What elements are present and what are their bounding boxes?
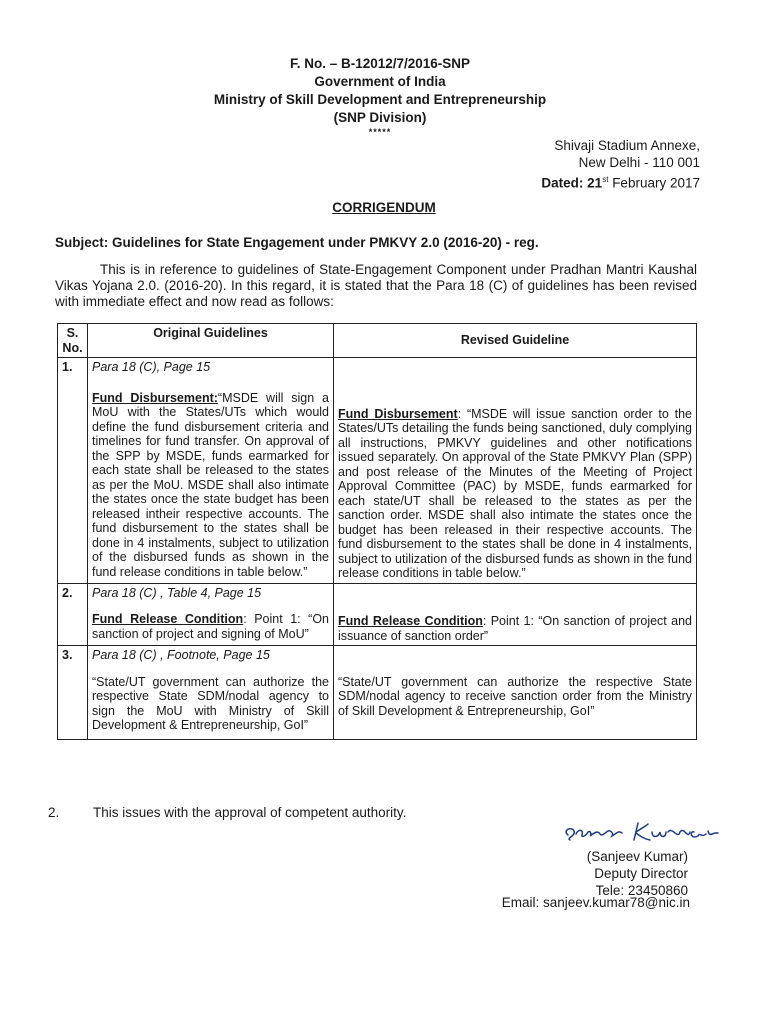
- table-row-body: [58, 377, 697, 584]
- header-original: Original Guidelines: [88, 324, 334, 358]
- table-header-row: [58, 324, 697, 358]
- revised-label: Fund Disbursement: [338, 406, 458, 421]
- division-name: (SNP Division): [333, 110, 427, 125]
- row-reference: [88, 646, 334, 665]
- signature-image: [560, 818, 720, 848]
- signatory-block: [587, 848, 688, 899]
- closing-text: This issues with the approval of competent authority.: [93, 805, 407, 820]
- address-line-2: New Delhi - 110 001: [578, 155, 700, 170]
- document-title: CORRIGENDUM: [332, 200, 436, 215]
- date-line: [541, 171, 700, 192]
- revised-text: : “MSDE will issue sanction order to the States/UTs detailing the funds being sanctioned, duly complying all instructions, PMKVY guidelines and other notifications issued separately. On approval of the State PMKVY Plan (SPP) and post release of the Minutes of the Meeting of Project Approval Committee (PAC) by MSDE, funds earmarked for each state/UT shall be released to the states as per the sanction order. MSDE shall also intimate the states once the budget has been released in their respective accounts. The fund disbursement to the states shall be done in 4 instalments, subject to utilization of the disbursed funds as shown in the fund release conditions in table below.”: [338, 406, 693, 580]
- signatory-designation: Deputy Director: [594, 866, 688, 881]
- row-sno: 3.: [58, 646, 88, 740]
- row-reference-empty: [334, 583, 697, 602]
- row-sno: 2.: [58, 583, 88, 646]
- date-superscript: st: [602, 175, 609, 184]
- table-row-body: [58, 665, 697, 740]
- original-cell: [88, 377, 334, 584]
- row-reference: [88, 583, 334, 602]
- row-reference-empty: [334, 646, 697, 665]
- reference-text: Para 18 (C) , Table 4, Page 15: [92, 585, 262, 600]
- table-row-body: [58, 602, 697, 646]
- table-row: [58, 646, 697, 665]
- signatory-name: (Sanjeev Kumar): [586, 849, 688, 864]
- header-sno: S. No.: [58, 324, 88, 358]
- revised-text: : Point 1: “On sanction of project and issuance of sanction order”: [338, 614, 692, 643]
- revised-cell: [334, 665, 697, 740]
- letter-header: [150, 55, 610, 137]
- government-name: Government of India: [314, 74, 446, 89]
- guidelines-table: [57, 323, 697, 740]
- signatory-email: Email: sanjeev.kumar78@nic.in: [501, 895, 690, 910]
- original-text: : Point 1: “On sanction of project and signing of MoU”: [92, 612, 330, 641]
- row-reference: [88, 358, 334, 377]
- revised-label: Fund Release Condition: [338, 614, 483, 628]
- revised-text: “State/UT government can authorize the respective State SDM/nodal agency to receive sanction order from the Ministry of Skill Development & Entrepreneurship, GoI”: [338, 674, 692, 718]
- original-label: Fund Disbursement:: [92, 390, 218, 405]
- signatory-tele: Tele: 23450860: [595, 883, 688, 898]
- original-text: “MSDE will sign a MoU with the States/UTs which would define the fund disbursement criteria and timelines for fund transfer. On approval of the SPP by MSDE, funds earmarked for each state shall be released to the states as per the MoU. MSDE shall also intimate the states once the state budget has been released intheir respective accounts. The fund disbursement to the states shall be done in 4 instalments, subject to utilization of the disbursed funds as shown in the fund release conditions in table below.”: [92, 390, 329, 579]
- revised-cell: [334, 377, 697, 584]
- header-revised: Revised Guideline: [334, 324, 697, 358]
- table-row: [58, 583, 697, 602]
- address-line-1: Shivaji Stadium Annexe,: [554, 138, 700, 153]
- address-block: [541, 137, 700, 192]
- original-cell: [88, 602, 334, 646]
- revised-cell: [334, 602, 697, 646]
- date-prefix: Dated: 21: [541, 175, 603, 191]
- row-sno: 1.: [58, 358, 88, 584]
- ministry-name: Ministry of Skill Development and Entrepreneurship: [213, 92, 547, 107]
- closing-paragraph: [48, 805, 406, 820]
- table-row: [58, 358, 697, 377]
- date-suffix: February 2017: [608, 175, 700, 191]
- original-label: Fund Release Condition: [92, 612, 244, 626]
- original-cell: [88, 665, 334, 740]
- file-number: F. No. – B-12012/7/2016-SNP: [289, 56, 471, 71]
- reference-text: Para 18 (C) , Footnote, Page 15: [92, 648, 270, 662]
- reference-text: Para 18 (C), Page 15: [92, 360, 211, 374]
- intro-paragraph: This is in reference to guidelines of State-Engagement Component under Pradhan Mantri Kaushal Vikas Yojana 2.0. (2016-20). In this regard, it is stated that the Para 18 (C) of guidelines has been revised with immediate effect and now read as follows:: [55, 262, 697, 309]
- subject-line: Subject: Guidelines for State Engagement under PMKVY 2.0 (2016-20) - reg.: [55, 235, 539, 250]
- header-stars: *****: [368, 127, 392, 137]
- paragraph-number: 2.: [48, 805, 60, 820]
- original-text: “State/UT government can authorize the respective State SDM/nodal agency to sign the MoU with Ministry of Skill Development & Entrepreneurship, GoI”: [92, 674, 329, 732]
- row-reference-empty: [334, 358, 697, 377]
